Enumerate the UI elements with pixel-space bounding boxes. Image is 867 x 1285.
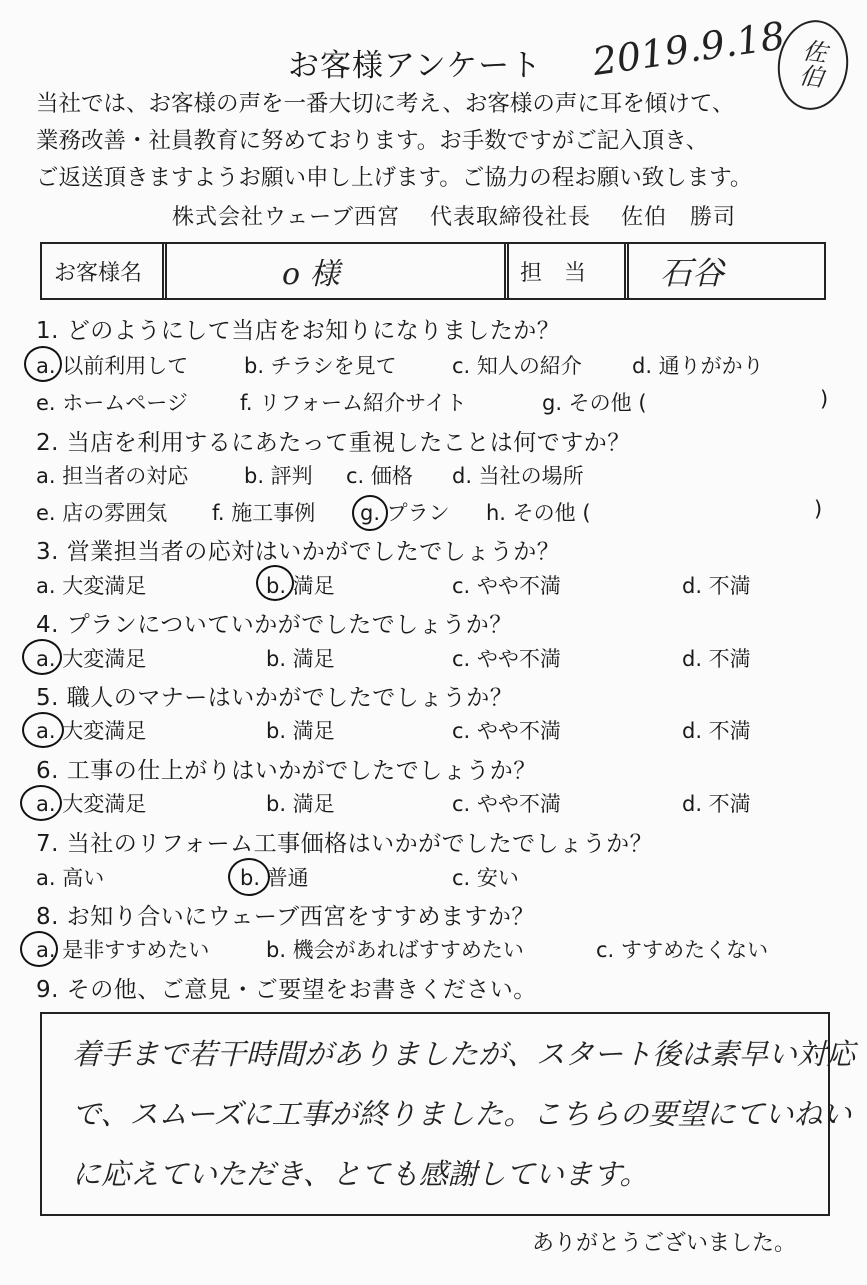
q2-option-d[interactable]: d. 当社の場所 xyxy=(452,464,584,488)
question-1: 1. どのようにして当店をお知りになりましたか？ xyxy=(36,318,561,344)
q2-option-h[interactable]: h. その他 ( xyxy=(486,501,591,525)
q5-option-c[interactable]: c. やや不満 xyxy=(452,719,561,743)
intro-paragraph xyxy=(36,86,752,197)
staff-label: 担 当 xyxy=(520,260,587,286)
question-2: 2. 当店を利用するにあたって重視したことは何ですか？ xyxy=(36,430,631,456)
q1-option-d[interactable]: d. 通りがかり xyxy=(632,354,764,378)
question-3: 3. 営業担当者の応対はいかがでしたでしょうか？ xyxy=(36,539,561,565)
company-person: 佐伯 勝司 xyxy=(621,205,737,230)
intro-line: ご返送頂きますようお願い申し上げます。ご協力の程お願い致します。 xyxy=(36,165,753,191)
divider xyxy=(162,244,167,298)
q3-option-a[interactable]: a. 大変満足 xyxy=(36,574,147,598)
q5-option-b[interactable]: b. 満足 xyxy=(266,719,335,743)
q3-option-b[interactable]: b. 満足 xyxy=(266,574,335,598)
selection-circle xyxy=(352,495,388,531)
question-8: 8. お知り合いにウェーブ西宮をすすめますか？ xyxy=(36,904,535,930)
q8-option-c[interactable]: c. すすめたくない xyxy=(596,938,769,962)
q4-option-c[interactable]: c. やや不満 xyxy=(452,647,561,671)
intro-line: 業務改善・社員教育に努めております。お手数ですがご記入頂き、 xyxy=(36,128,709,154)
question-6: 6. 工事の仕上がりはいかがでしたでしょうか？ xyxy=(36,758,537,784)
q7-option-b[interactable]: b. 普通 xyxy=(240,866,309,890)
q5-option-a[interactable]: a. 大変満足 xyxy=(36,719,147,743)
selection-circle xyxy=(24,346,62,382)
q4-option-d[interactable]: d. 不満 xyxy=(682,647,751,671)
intro-line: 当社では、お客様の声を一番大切に考え、お客様の声に耳を傾けて、 xyxy=(36,91,735,117)
q4-option-a[interactable]: a. 大変満足 xyxy=(36,647,147,671)
company-signature xyxy=(172,200,758,231)
q2-option-g[interactable]: g. プラン xyxy=(360,501,450,525)
staff-value[interactable]: 石谷 xyxy=(660,254,725,292)
selection-circle xyxy=(228,858,270,896)
q7-option-a[interactable]: a. 高い xyxy=(36,866,105,890)
comment-line: で、スムーズに工事が終りました。こちらの要望にていねい xyxy=(72,1097,852,1131)
q1-option-b[interactable]: b. チラシを見て xyxy=(244,354,397,378)
q3-option-d[interactable]: d. 不満 xyxy=(682,574,751,598)
customer-name-value[interactable]: o 様 xyxy=(282,257,340,292)
selection-circle xyxy=(22,712,64,748)
customer-name-label: お客様名 xyxy=(54,260,143,286)
q1-option-c[interactable]: c. 知人の紹介 xyxy=(452,354,582,378)
q1-close-paren: ) xyxy=(820,387,829,411)
q2-option-b[interactable]: b. 評判 xyxy=(244,464,313,488)
company-role: 代表取締役社長 xyxy=(430,205,592,230)
q8-option-b[interactable]: b. 機会があればすすめたい xyxy=(266,938,524,962)
divider xyxy=(504,244,509,298)
q4-option-b[interactable]: b. 満足 xyxy=(266,647,335,671)
selection-circle xyxy=(20,785,62,821)
company-name: 株式会社ウェーブ西宮 xyxy=(172,205,401,230)
survey-title: お客様アンケート xyxy=(288,48,543,84)
q1-option-e[interactable]: e. ホームページ xyxy=(36,391,188,415)
q1-option-f[interactable]: f. リフォーム紹介サイト xyxy=(240,391,467,415)
q6-option-c[interactable]: c. やや不満 xyxy=(452,792,561,816)
q1-option-a[interactable]: a. 以前利用して xyxy=(36,354,189,378)
q6-option-a[interactable]: a. 大変満足 xyxy=(36,792,147,816)
selection-circle xyxy=(256,565,294,601)
question-9: 9. その他、ご意見・ご要望をお書きください。 xyxy=(36,977,537,1003)
divider xyxy=(624,244,629,298)
q2-close-paren: ) xyxy=(814,497,823,521)
stamp-char-2: 伯 xyxy=(797,61,826,93)
question-7: 7. 当社のリフォーム工事価格はいかがでしたでしょうか？ xyxy=(36,831,654,857)
q2-option-f[interactable]: f. 施工事例 xyxy=(212,501,316,525)
comment-line: 着手まで若干時間がありましたが、スタート後は素早い対応 xyxy=(72,1037,856,1071)
q6-option-d[interactable]: d. 不満 xyxy=(682,792,751,816)
q3-option-c[interactable]: c. やや不満 xyxy=(452,574,561,598)
question-5: 5. 職人のマナーはいかがでしたでしょうか？ xyxy=(36,685,514,711)
thank-you-text: ありがとうございました。 xyxy=(532,1231,797,1256)
customer-info-table xyxy=(40,242,826,300)
q8-option-a[interactable]: a. 是非すすめたい xyxy=(36,938,210,962)
q2-option-a[interactable]: a. 担当者の対応 xyxy=(36,464,189,488)
q2-option-e[interactable]: e. 店の雰囲気 xyxy=(36,501,168,525)
question-4: 4. プランについていかがでしたでしょうか？ xyxy=(36,612,513,638)
comment-line: に応えていただき、とても感謝しています。 xyxy=(72,1157,649,1191)
stamp-char-1: 佐 xyxy=(801,36,829,68)
handwritten-date: 2019.9.18 xyxy=(589,13,788,84)
q7-option-c[interactable]: c. 安い xyxy=(452,866,519,890)
q2-option-c[interactable]: c. 価格 xyxy=(346,464,413,488)
selection-circle xyxy=(22,639,62,675)
q1-option-g[interactable]: g. その他 ( xyxy=(542,391,647,415)
q6-option-b[interactable]: b. 満足 xyxy=(266,792,335,816)
name-seal-stamp xyxy=(772,16,854,115)
q5-option-d[interactable]: d. 不満 xyxy=(682,719,751,743)
selection-circle xyxy=(20,931,58,967)
